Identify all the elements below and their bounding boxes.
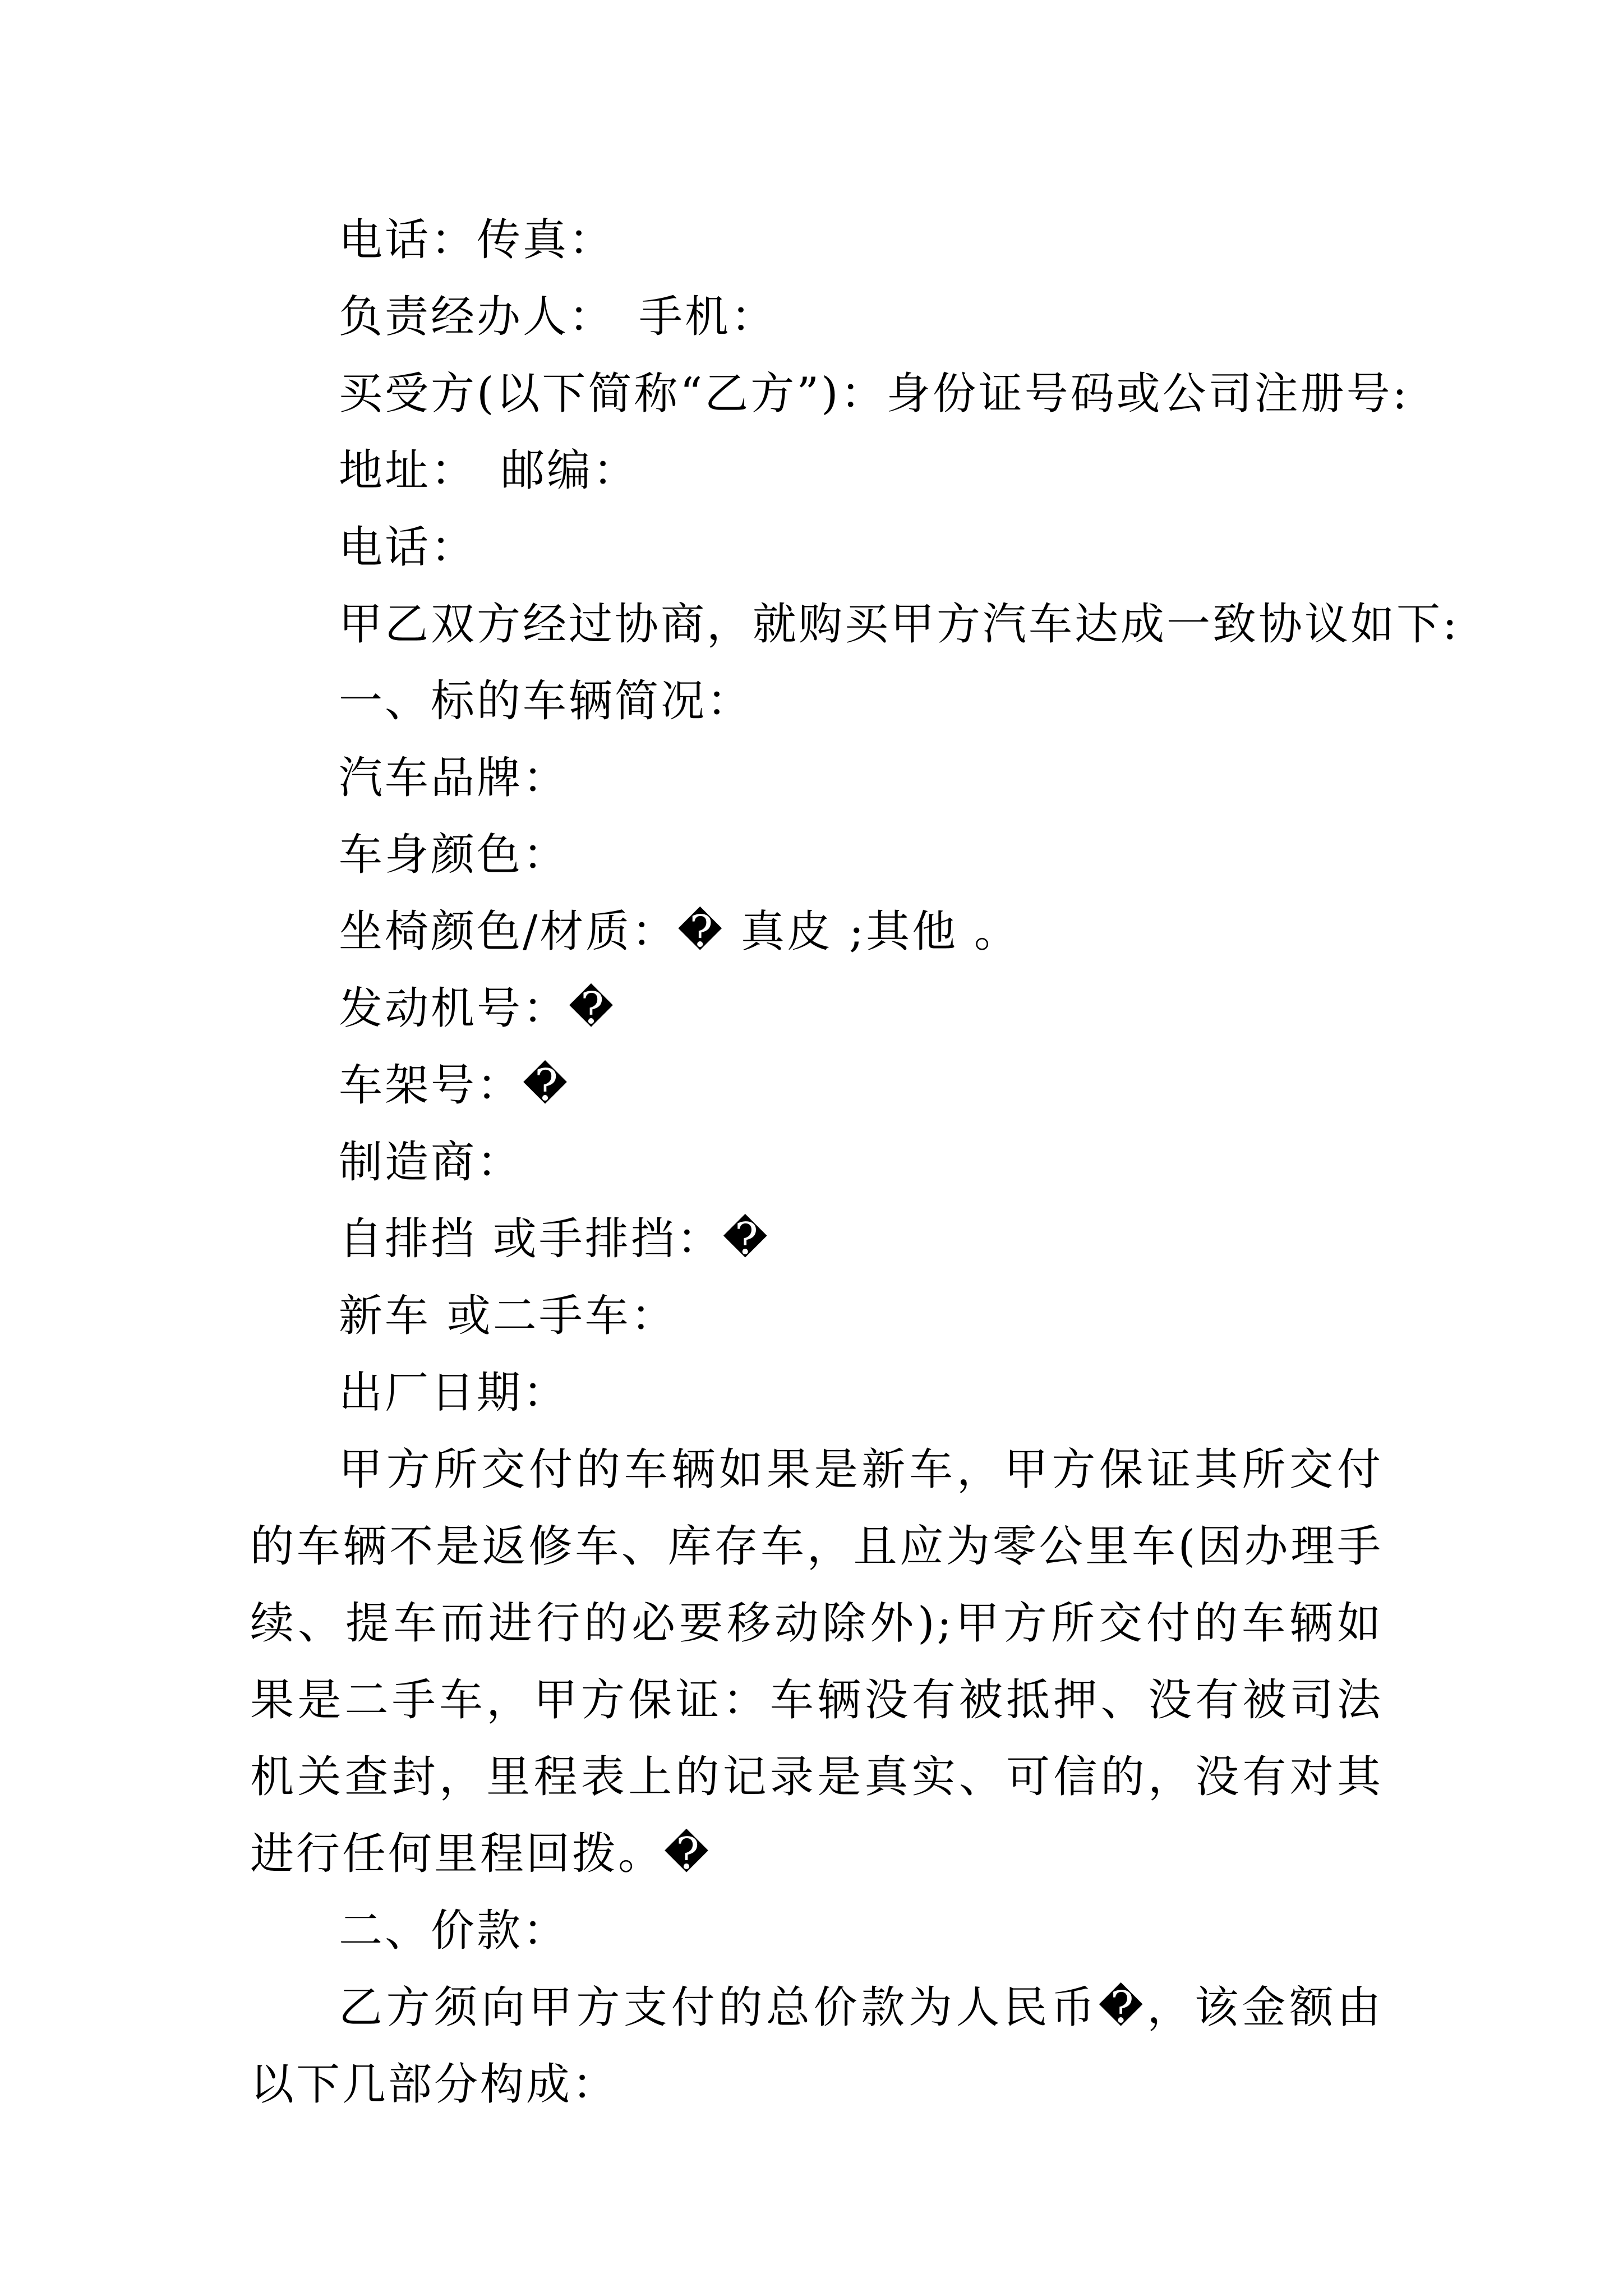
body-color-line: 车身颜色： [339,830,569,880]
seat-material-line: 坐椅颜色/材质：� 真皮 ;其他 。 [339,907,1020,957]
total-price-paragraph: 乙方须向甲方支付的总价款为人民币�，该金额由以下几部分构成： [250,1982,1383,2110]
manufacturer-line: 制造商： [339,1137,523,1188]
document-body [250,202,1460,2123]
phone-fax-line: 电话：传真： [339,215,615,265]
brand-line: 汽车品牌： [339,753,569,803]
frame-number-line: 车架号：� [339,1060,570,1111]
new-or-used-line: 新车 或二手车： [339,1291,677,1341]
agent-mobile-line: 负责经办人： 手机： [339,292,777,342]
engine-number-line: 发动机号：� [339,983,616,1034]
transmission-line: 自排挡 或手排挡：� [339,1214,770,1264]
manufacture-date-line: 出厂日期： [339,1368,569,1418]
address-postcode-line: 地址： 邮编： [339,445,639,496]
buyer-line: 买受方(以下简称“乙方”)：身份证号码或公司注册号: [339,369,1409,419]
section-price-heading: 二、价款： [339,1906,569,1956]
section-vehicle-heading: 一、标的车辆简况： [339,676,753,726]
vehicle-guarantee-paragraph: 甲方所交付的车辆如果是新车，甲方保证其所交付的车辆不是返修车、库存车，且应为零公里车(因办理手续、提车而进行的必要移动除外);甲方所交付的车辆如果是二手车，甲方保证：车辆没有被抵押、没有被司法机关查封，里程表上的记录是真实、可信的，没有对其进行任何里程回拨。� [250,1444,1383,1879]
buyer-phone-line: 电话： [339,522,477,573]
agreement-intro-line: 甲乙双方经过协商，就购买甲方汽车达成一致协议如下: [339,599,1460,650]
